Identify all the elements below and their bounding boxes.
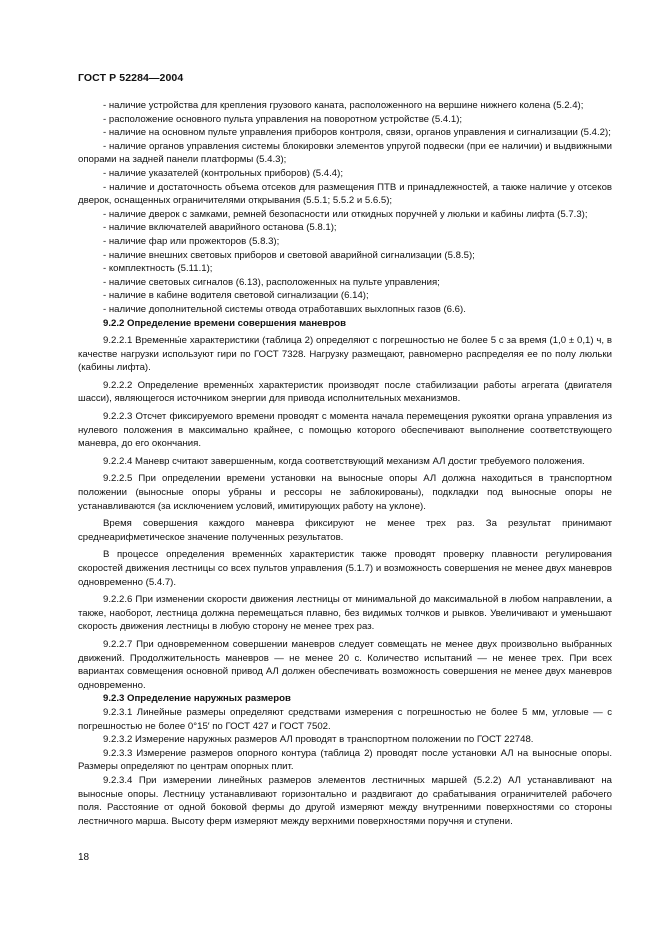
list-item: - комплектность (5.11.1); <box>103 263 213 275</box>
standard-header: ГОСТ Р 52284—2004 <box>78 72 184 84</box>
list-item: - наличие дополнительной системы отвода отработавших выхлопных газов (6.6). <box>103 303 466 315</box>
section-heading: 9.2.3 Определение наружных размеров <box>103 693 291 705</box>
paragraph: 9.2.2.6 При изменении скорости движения лестницы от минимальной до максимальной в любом направлении, а также, наоборот, лестница должна перемещаться плавно, без видимых толчков и рывков. Увеличивают и уменьшают скорость движения лестницы в любую сторону не менее трех раз. <box>78 594 612 633</box>
list-item: - наличие устройства для крепления грузового каната, расположенного на вершине нижнего колена (5.2.4); <box>103 100 584 111</box>
paragraph: 9.2.3.3 Измерение размеров опорного контура (таблица 2) проводят после установки АЛ на выносные опоры. Размеры определяют по центрам опорных плит. <box>78 747 612 773</box>
paragraph: Время совершения каждого маневра фиксируют не менее трех раз. За результат принимают среднеарифметическое значение полученных результатов. <box>78 518 612 543</box>
paragraph: 9.2.2.7 При одновременном совершении маневров следует совмещать не менее двух произвольно выбранных движений. Продолжительность маневров — не менее 20 с. Количество испытаний — не менее трех. При всех вариантах совмещения основной привод АЛ должен обеспечивать возможность совершения не менее двух маневров одновременно. <box>78 638 612 691</box>
list-item: - наличие на основном пульте управления приборов контроля, связи, органов управления и сигнализации (5.4.2); <box>103 127 611 139</box>
list-item: - наличие фар или прожекторов (5.8.3); <box>103 235 280 247</box>
section-heading: 9.2.2 Определение времени совершения маневров <box>103 317 347 329</box>
list-item: - наличие указателей (контрольных приборов) (5.4.4); <box>103 167 344 179</box>
document-body <box>78 99 612 828</box>
paragraph: 9.2.2.4 Маневр считают завершенным, когда соответствующий механизм АЛ достиг требуемого положения. <box>103 455 585 467</box>
list-item: - наличие внешних световых приборов и световой аварийной сигнализации (5.8.5); <box>103 249 475 261</box>
paragraph: 9.2.2.2 Определение временны́х характеристик производят после стабилизации работы агрегата (двигателя шасси), являющегося источником энергии для привода исполнительных механизмов. <box>78 379 612 405</box>
paragraph: 9.2.3.4 При измерении линейных размеров элементов лестничных маршей (5.2.2) АЛ устанавливают на выносные опоры. Лестницу устанавливают горизонтально и раздвигают до срабатывания ограничителей рабочего поля. Расстояние от одной боковой фермы до другой измеряют между внутренними поверхностями со стороны лестничного марша. Высоту ферм измеряют между верхними поверхностями поручня и ступени. <box>78 774 612 827</box>
paragraph: 9.2.3.1 Линейные размеры определяют средствами измерения с погрешностью не более 5 мм, угловые — с погрешностью не более 0°15′ по ГОСТ 427 и ГОСТ 7502. <box>78 706 612 732</box>
page-number: 18 <box>78 852 90 863</box>
list-item: - наличие включателей аварийного останова (5.8.1); <box>103 222 337 234</box>
list-item: - расположение основного пульта управления на поворотном устройстве (5.4.1); <box>103 113 463 125</box>
list-item: - наличие в кабине водителя световой сигнализации (6.14); <box>103 290 369 302</box>
list-item: - наличие дверок с замками, ремней безопасности или откидных поручней у люльки и кабины лифта (5.7.3); <box>103 208 588 220</box>
paragraph: 9.2.2.1 Временны́е характеристики (таблица 2) определяют с погрешностью не более 5 с за время (1,0 ± 0,1) ч, в качестве нагрузки используют гири по ГОСТ 7328. Нагрузку размещают, равномерно распределяя ее по полу люльки (кабины лифта). <box>78 335 612 374</box>
paragraph: В процессе определения временны́х характеристик также проводят проверку плавности регулирования скоростей движения лестницы со всех пультов управления (5.1.7) и возможность совершения не менее двух маневров одновременно (5.4.7). <box>78 549 612 588</box>
list-item: - наличие органов управления системы блокировки элементов упругой подвески (при ее наличии) и выдвижными опорами на задней панели платформы (5.4.3); <box>78 140 612 166</box>
list-item: - наличие световых сигналов (6.13), расположенных на пульте управления; <box>103 276 440 288</box>
paragraph: 9.2.3.2 Измерение наружных размеров АЛ проводят в транспортном положении по ГОСТ 22748. <box>103 734 534 746</box>
list-item: - наличие и достаточность объема отсеков для размещения ПТВ и принадлежностей, а также наличие у отсеков дверок, оснащенных ограничителями открывания (5.5.1; 5.5.2 и 5.6.5); <box>78 181 612 207</box>
paragraph: 9.2.2.3 Отсчет фиксируемого времени проводят с момента начала перемещения рукоятки органа управления из нулевого положения в максимально крайнее, с помощью которого обеспечивают выполнение соответствующего маневра, до его окончания. <box>78 411 612 450</box>
paragraph: 9.2.2.5 При определении времени установки на выносные опоры АЛ должна находиться в транспортном положении (выносные опоры убраны и рессоры не заблокированы), подкладки под выносные опоры не устанавливаются (за исключением условий, имитирующих работу на уклоне). <box>78 473 612 512</box>
